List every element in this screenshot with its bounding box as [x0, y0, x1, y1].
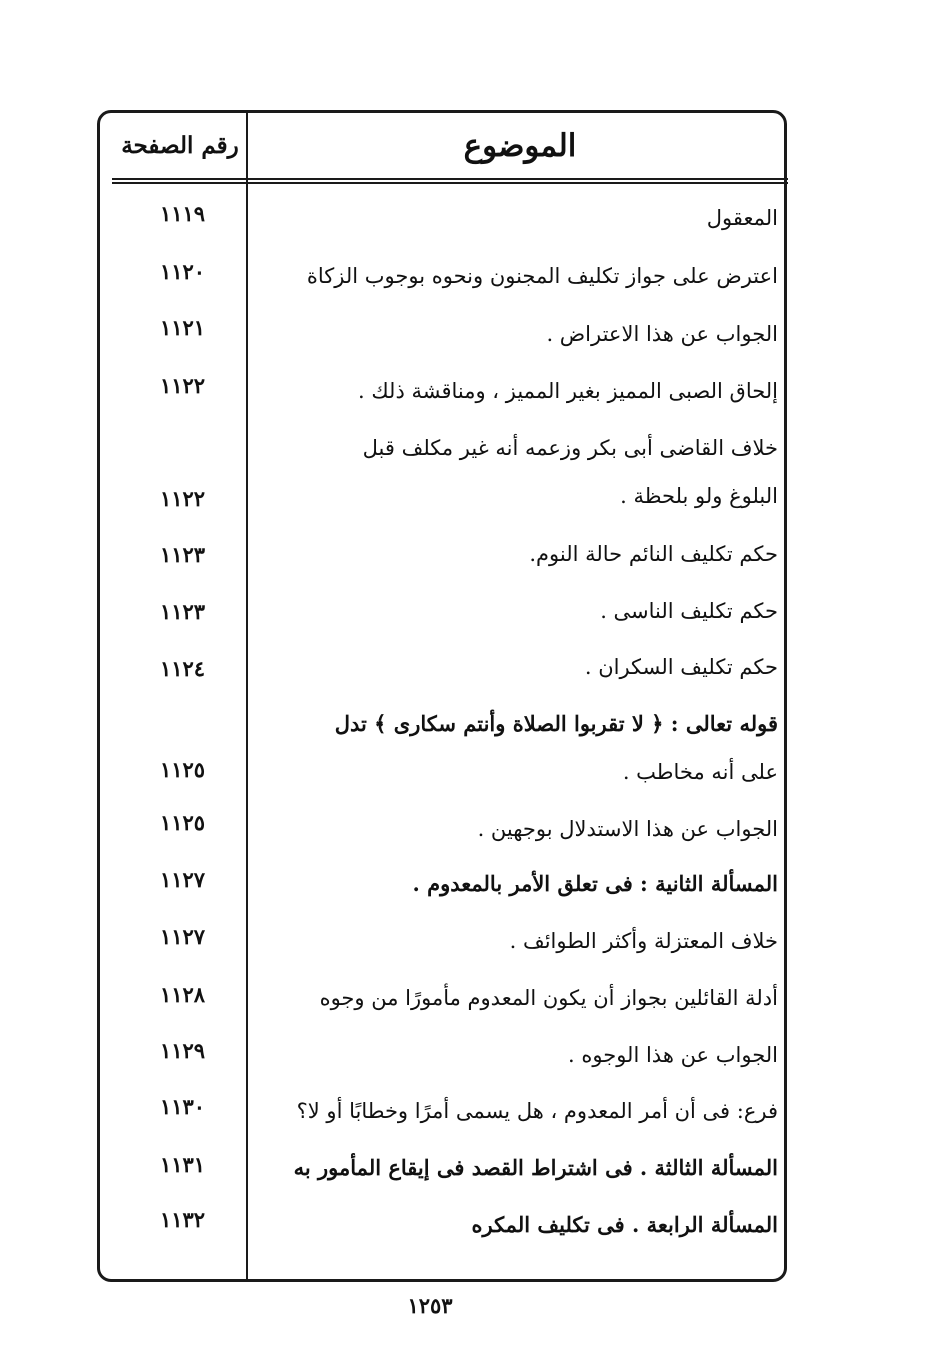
table-row-topic-continuation: على أنه مخاطب . — [622, 760, 778, 784]
table-row-page: ١١٢٥ — [159, 757, 206, 782]
table-row-topic: حكم تكليف السكران . — [584, 655, 778, 679]
table-row-page: ١١١٩ — [159, 201, 206, 226]
table-row-topic: حكم تكليف النائم حالة النوم. — [529, 542, 778, 566]
table-row-topic: حكم تكليف الناسى . — [600, 599, 778, 623]
page-number: ١٢٥٣ — [407, 1293, 453, 1318]
table-row-topic: الجواب عن هذا الاعتراض . — [546, 322, 778, 346]
table-row-page: ١١٢٣ — [159, 599, 206, 624]
table-row-page: ١١٢٧ — [159, 867, 206, 892]
table-row-page: ١١٣٢ — [159, 1207, 206, 1232]
table-row-topic: المسألة الثانية : فى تعلق الأمر بالمعدوم . — [412, 871, 778, 896]
table-row-topic: خلاف المعتزلة وأكثر الطوائف . — [509, 929, 778, 953]
table-row-page: ١١٢٩ — [159, 1038, 206, 1063]
table-row-topic: إلحاق الصبى المميز بغير المميز ، ومناقشة ذلك . — [358, 379, 778, 403]
table-row-topic-continuation: البلوغ ولو بلحظة . — [620, 484, 778, 508]
column-header-page-number: رقم الصفحة — [121, 132, 239, 159]
table-row-topic: أدلة القائلين بجواز أن يكون المعدوم مأمورًا من وجوه — [319, 986, 778, 1010]
table-row-page: ١١٢٥ — [159, 810, 206, 835]
table-row-page: ١١٢٢ — [159, 373, 206, 398]
table-row-page: ١١٢٣ — [159, 542, 206, 567]
table-row-page: ١١٢٠ — [159, 259, 206, 284]
table-row-topic: المسألة الرابعة . فى تكليف المكره — [471, 1212, 778, 1237]
table-row-topic: فرع: فى أن أمر المعدوم ، هل يسمى أمرًا وخطابًا أو لا؟ — [296, 1099, 778, 1123]
table-row-topic: اعترض على جواز تكليف المجنون ونحوه بوجوب الزكاة — [306, 264, 778, 288]
table-row-topic: الجواب عن هذا الوجوه . — [568, 1043, 778, 1067]
table-row-topic: الجواب عن هذا الاستدلال بوجهين . — [477, 817, 778, 841]
table-row-topic: قوله تعالى : ﴿ لا تقربوا الصلاة وأنتم سكارى ﴾ تدل — [334, 711, 778, 736]
table-row-topic: المسألة الثالثة . فى اشتراط القصد فى إيقاع المأمور به — [293, 1155, 778, 1180]
column-header-topic: الموضوع — [463, 128, 577, 164]
table-row-page: ١١٢٢ — [159, 486, 206, 511]
table-row-topic: خلاف القاضى أبى بكر وزعمه أنه غير مكلف قبل — [362, 436, 778, 460]
table-row-page: ١١٢٤ — [159, 656, 206, 681]
table-row-page: ١١٢١ — [159, 315, 206, 340]
table-row-page: ١١٣١ — [159, 1152, 206, 1177]
table-row-topic: المعقول — [706, 206, 778, 230]
table-row-page: ١١٣٠ — [159, 1094, 206, 1119]
table-row-page: ١١٢٨ — [159, 982, 206, 1007]
table-row-page: ١١٢٧ — [159, 924, 206, 949]
